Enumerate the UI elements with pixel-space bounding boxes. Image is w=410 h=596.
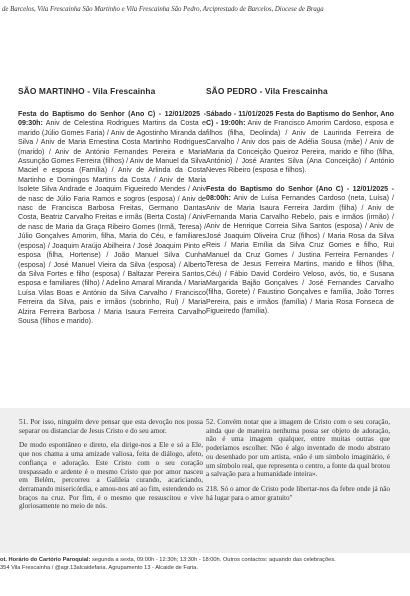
footer-office-hours <box>0 556 410 564</box>
sao-martinho-mass-intentions <box>18 110 206 326</box>
footer-office-hours-text: segunda a sexta, 09:00h - 12:30h; 13:30h - 18:00h. Outros contactos: aquando das celebrações. <box>90 557 336 563</box>
footer-contacts: 354 Vila Frescainha / @agr.13alcaidefaria. Agrupamento 13 - Alcaide de Faria. <box>0 565 198 572</box>
header-diocese-line: de Barcelos, Vila Frescainha São Martinho e Vila Frescainha São Pedro, Arciprestado de Barcelos, Diocese de Braga <box>2 6 324 13</box>
sao-pedro-saturday-heading: Sábado - 11/01/2025 Festa do Baptismo do Senhor, Ano C) - 19:00h: <box>206 110 394 128</box>
reflection-paragraph-218: 218. Só o amor de Cristo pode libertar-nos da febre onde já não há lugar para o amor gratuito" <box>206 484 390 502</box>
sao-pedro-sunday-intentions <box>206 185 394 317</box>
sao-martinho-column <box>18 86 206 335</box>
reflection-right-column <box>206 418 390 508</box>
sao-pedro-sunday-text: Aniv de Luísa Fernandes Cardoso (neta, Luísa) / Aniv de Maria Isaura Ferreira Jardim (filha) / Aniv de Fernanda Maria Carvalho Rebelo, pais e irmãos (irmão) / Aniv de Henrique Correia Silva Santos (esposa) / Aniv de José Joaquim Oliveira Cruz (filhos) / Maria Rosa da Silva Reis / Maria Emília da Silva Cruz Gomes e filho, Rui Manuel da Cruz Gomes / Justina Ferreira Fernandes / Teresa de Jesus Ferreira Martins, marido e filhos (filha, Céu) / Fábio David Cordeiro Veloso, avós, tio, e Susana Margarida Bajão Gonçalves / José Fernandes Carvalho (filha, Gorete) / Faustino Gonçalves e família, João Torres Pereira, pais e irmãos (família) / Maria Rosa Fonseca de Figueiredo (família). <box>206 194 394 316</box>
reflection-paragraph-51: 51. Por isso, ninguém deve pensar que esta devoção nos possa separar ou distanciar de Jesus Cristo e do seu amor. <box>19 418 203 435</box>
sao-pedro-column <box>206 86 394 326</box>
sao-martinho-title: SÃO MARTINHO - Vila Frescainha <box>18 86 156 96</box>
sao-martinho-mass-heading: Festa do Baptismo do Senhor (Ano C) - 12/01/2025 - 09:30h: <box>18 110 206 128</box>
footer-office-hours-label: ot. Horário do Cartório Paroquial: <box>0 557 91 563</box>
footer <box>0 556 410 573</box>
sao-martinho-mass-text: Aniv de Celestina Rodrigues Martins da Costa e marido (Júlio Gomes Faria) / Aniv de Agostinho Miranda da Silva / Aniv de Maria Ernestina Costa Martinho Rodrigues (marido) / Aniv de António Fernandes Pereira e Maria Assunção Gomes Ferreira (filhos) / Aniv de Manuel da Silva Maciel e esposa (Família) / Aniv de Arlinda da Costa Martinho e Domingos Martins da Costa / Aniv de Maria Isolete Silva Andrade e Joaquim Figueiredo Mendes / Aniv de nasc de Júlio Faria Ramos e sogros (esposa) / Aniv de nasc de Francisca Barbosa Freitas, Germano Dantas Costa, Beatriz Carvalho Freitas e irmãs (Berta Costa) / Aniv de nasc de Maria da Graça Ribeiro Gomes (Irmã, Teresa) / Júlio Gonçalves Amorim, filha, Maria do Céu, e familiares (esposa) / Joaquim Araújo Abilheira / José Joaquim Pinto e esposa (filha, Hortense) / João Manuel Silva Cunha (esposa) / José Manuel Vieira da Silva (esposa) / Alberto da Silva Fortes e filho (esposa) / Baltazar Pereira Santos, esposa e familiares (filho) / Adelino Amaral Miranda / Maria Luísa Vilas Boas e António da Silva Carvalho / Francisco Ferreira da Silva, pais e irmãos (sobrinho, Rui) / Maria Alzira Ferreira Barbosa / Maria Isaura Ferreira Carvalho Sousa (filhos e marido). <box>18 119 206 325</box>
reflection-box <box>0 408 410 553</box>
sao-pedro-sunday-heading: Festa do Baptismo do Senhor (Ano C) - 12/01/2025 - 08:00h: <box>206 184 394 203</box>
reflection-left-column <box>19 418 203 517</box>
reflection-paragraph-52: 52. Convém notar que a imagem de Cristo com o seu coração, ainda que de maneira nenhuma possa ser objeto de adoração, não é uma imagem qualquer, entre muitas outras que poderíamos escolher. Não é algo inventado de modo abstrato ou desenhado por um artista, «não é um símbolo imaginário, é um símbolo real, que representa o centro, a fonte da qual brotou a salvação para a humanidade inteira». <box>206 418 390 479</box>
reflection-paragraph-51-cont: De modo espontâneo e direto, ela dirige-nos a Ele e só a Ele, que nos chama a uma amizade valiosa, feita de diálogo, afeto, confiança e adoração. Este Cristo com o seu coração trespassado e ardente é o mesmo Cristo que por amor nasceu em Belém, percorreu a Galileia curando, acariciando, derramando misericórdia, e amou-nos até ao fim, estendendo os braços na cruz. Por fim, é o mesmo que ressuscitou e vive gloriosamente no meio de nós. <box>19 441 203 511</box>
sao-pedro-saturday-intentions <box>206 110 394 176</box>
sao-pedro-title: SÃO PEDRO - Vila Frescainha <box>206 86 328 96</box>
sao-pedro-saturday-text: Aniv de Francisco Amorim Cardoso, esposa e filhos (filha, Deolinda) / Aniv de Laurinda Ferreira de Carvalho / Aniv dos pais de Adélia Sousa (mãe) / Aniv de Maria da Conceição Queiroz Pereira, marido e filho (filha, António) / José Arantes Silva (Ana Conceição) / António Neves Ribeiro (esposa e filhos). <box>206 119 394 175</box>
